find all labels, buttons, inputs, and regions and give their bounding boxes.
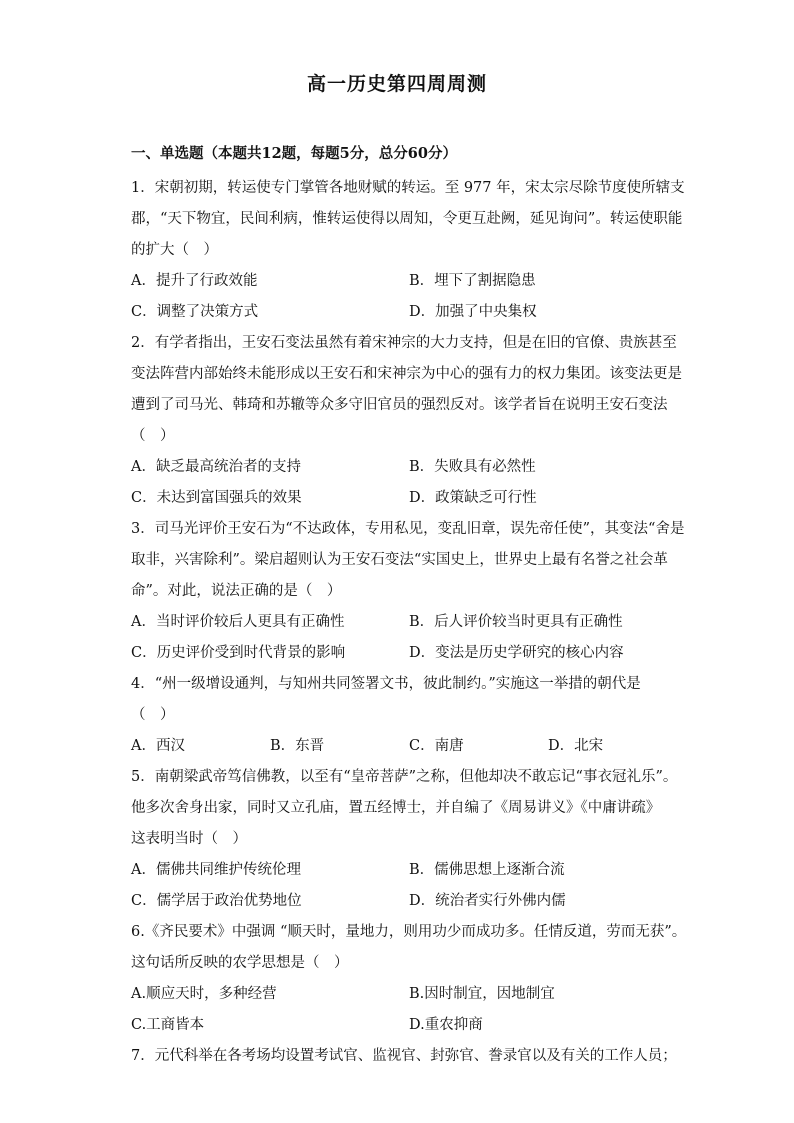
- question-3: [131, 514, 685, 669]
- question-text-line: 取非，兴害除利”。梁启超则认为王安石变法“实国史上，世界史上最有名誉之社会革: [131, 552, 668, 568]
- question-text-line: 这句话所反映的农学思想是（ ）: [131, 955, 349, 971]
- options-row: [131, 886, 671, 917]
- options-row: [131, 1010, 671, 1041]
- option-a[interactable]: A．缺乏最高统治者的支持: [131, 459, 301, 475]
- option-b[interactable]: B.因时制宜，因地制宜: [409, 986, 555, 1002]
- option-d[interactable]: D．政策缺乏可行性: [409, 490, 537, 506]
- options-row: [131, 731, 671, 762]
- question-text-line: 变法阵营内部始终未能形成以王安石和宋神宗为中心的强有力的权力集团。该变法更是: [131, 366, 682, 382]
- question-text-line: 的扩大（ ）: [131, 242, 218, 258]
- options-row: [131, 979, 671, 1010]
- option-d[interactable]: D．统治者实行外佛内儒: [409, 893, 566, 909]
- question-text-line: 3．司马光评价王安石为“不达政体，专用私见，变乱旧章，误先帝任使”，其变法“舍是: [131, 521, 685, 537]
- option-d[interactable]: D．变法是历史学研究的核心内容: [409, 645, 624, 661]
- question-1: [131, 173, 685, 328]
- question-text-line: （ ）: [131, 707, 175, 723]
- option-b[interactable]: B．埋下了割据隐患: [409, 273, 536, 289]
- option-a[interactable]: A．西汉: [131, 738, 185, 754]
- options-row: [131, 607, 671, 638]
- option-b[interactable]: B．后人评价较当时更具有正确性: [409, 614, 623, 630]
- question-text-line: 这表明当时（ ）: [131, 831, 247, 847]
- question-text-line: 6.《齐民要术》中强调 “顺天时，量地力，则用功少而成功多。任情反道，劳而无获”。: [131, 924, 687, 940]
- option-c[interactable]: C．南唐: [409, 738, 464, 754]
- option-c[interactable]: C．未达到富国强兵的效果: [131, 490, 302, 506]
- option-c[interactable]: C．历史评价受到时代背景的影响: [131, 645, 346, 661]
- option-c[interactable]: C.工商皆本: [131, 1017, 205, 1033]
- option-b[interactable]: B．失败具有必然性: [409, 459, 536, 475]
- options-row: [131, 638, 671, 669]
- options-row: [131, 452, 671, 483]
- question-text-line: 2．有学者指出，王安石变法虽然有着宋神宗的大力支持，但是在旧的官僚、贵族甚至: [131, 335, 677, 351]
- option-d[interactable]: D.重农抑商: [409, 1017, 483, 1033]
- option-d[interactable]: D．加强了中央集权: [409, 304, 537, 320]
- option-c[interactable]: C．调整了决策方式: [131, 304, 259, 320]
- question-text-line: 5．南朝梁武帝笃信佛教，以至有“皇帝菩萨”之称，但他却决不敢忘记“事衣冠礼乐”。: [131, 769, 678, 785]
- question-text-line: 7．元代科举在各考场均设置考试官、监视官、封弥官、誊录官以及有关的工作人员；: [131, 1048, 677, 1064]
- question-text-line: 1．宋朝初期，转运使专门掌管各地财赋的转运。至 977 年，宋太宗尽除节度使所辖支: [131, 180, 685, 196]
- option-a[interactable]: A．当时评价较后人更具有正确性: [131, 614, 345, 630]
- question-4: [131, 669, 671, 762]
- option-c[interactable]: C．儒学居于政治优势地位: [131, 893, 302, 909]
- option-a[interactable]: A.顺应天时，多种经营: [131, 986, 277, 1002]
- question-text-line: （ ）: [131, 428, 175, 444]
- question-2: [131, 328, 682, 514]
- options-row: [131, 483, 671, 514]
- options-row: [131, 297, 671, 328]
- options-row: [131, 266, 671, 297]
- option-a[interactable]: A．儒佛共同维护传统伦理: [131, 862, 301, 878]
- section-heading: 一、单选题（本题共12题，每题5分，总分60分）: [131, 145, 457, 162]
- question-text-line: 4．“州一级增设通判，与知州共同签署文书，彼此制约。”实施这一举措的朝代是: [131, 676, 641, 692]
- question-text-line: 命”。对此，说法正确的是（ ）: [131, 583, 342, 599]
- question-text-line: 遭到了司马光、韩琦和苏辙等众多守旧官员的强烈反对。该学者旨在说明王安石变法: [131, 397, 668, 413]
- option-b[interactable]: B．儒佛思想上逐渐合流: [409, 862, 565, 878]
- question-text-line: 郡，“天下物宜，民间利病，惟转运使得以周知，令更互赴阙，延见询问”。转运使职能: [131, 211, 683, 227]
- exam-content: [131, 143, 687, 1072]
- question-text-line: 他多次舍身出家，同时又立孔庙，置五经博士，并自编了《周易讲义》《中庸讲疏》: [131, 800, 661, 816]
- options-row: [131, 855, 671, 886]
- question-5: [131, 762, 678, 917]
- option-b[interactable]: B．东晋: [270, 738, 325, 754]
- option-a[interactable]: A．提升了行政效能: [131, 273, 258, 289]
- page-title: 高一历史第四周周测: [306, 73, 487, 95]
- question-6: [131, 917, 687, 1041]
- option-d[interactable]: D．北宋: [548, 738, 604, 754]
- question-7: [131, 1041, 677, 1072]
